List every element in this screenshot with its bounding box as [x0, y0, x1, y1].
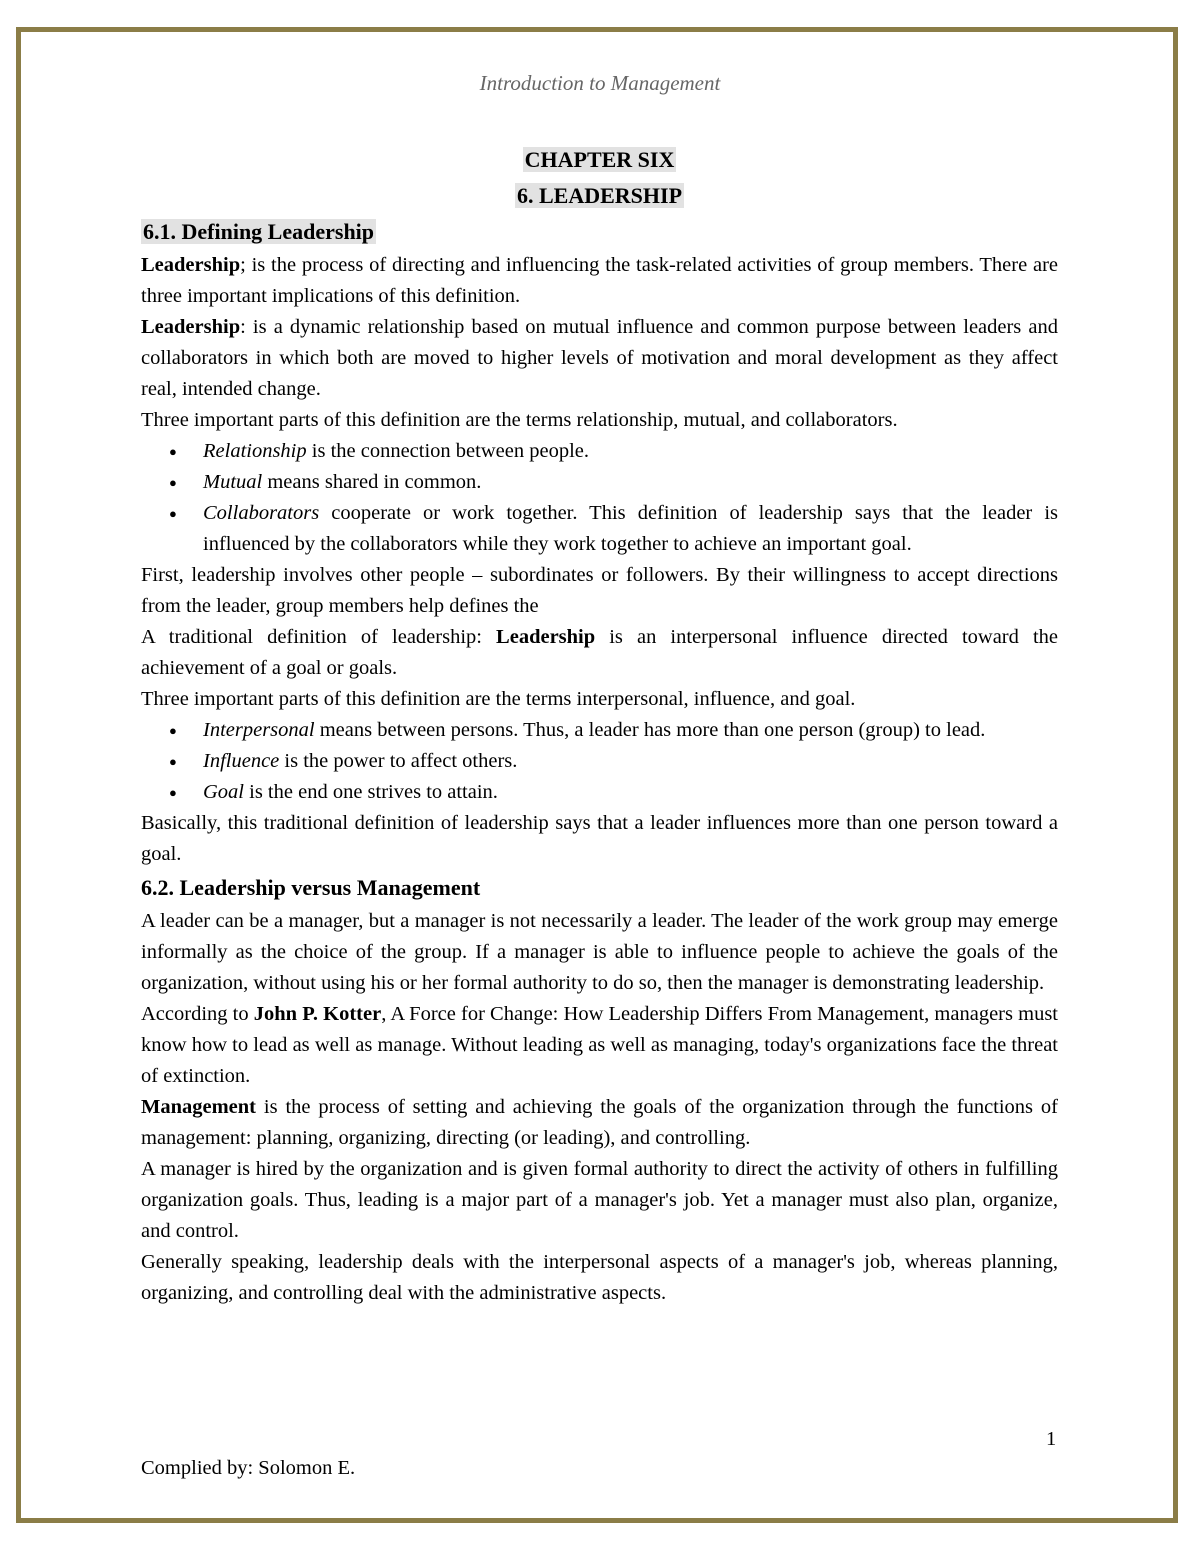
running-header: Introduction to Management — [479, 71, 721, 95]
paragraph: Three important parts of this definition are the terms interpersonal, influence, and goal. — [141, 688, 856, 710]
paragraph: Leadership: is a dynamic relationship based on mutual influence and common purpose between leaders and collaborators in which both are moved to higher levels of motivation and moral development as they affect real, intended change. — [141, 316, 1058, 400]
paragraph: Leadership; is the process of directing and influencing the task-related activities of group members. There are three important implications of this definition. — [141, 254, 1058, 307]
chapter-title: 6. LEADERSHIP — [516, 183, 683, 208]
paragraph: Basically, this traditional definition of leadership says that a leader influences more than one person toward a goal. — [141, 812, 1058, 865]
chapter-label: CHAPTER SIX — [524, 147, 675, 172]
bullet-list — [141, 715, 1058, 808]
paragraph: A manager is hired by the organization and is given formal authority to direct the activity of others in fulfilling organization goals. Thus, leading is a major part of a manager's job. Yet a manager must also plan, organize, and control. — [141, 1158, 1058, 1242]
list-item: ● Goal is the end one strives to attain. — [203, 777, 1058, 808]
bullet-list — [141, 436, 1058, 560]
list-item: ● Influence is the power to affect others. — [203, 746, 1058, 777]
list-item: ● Relationship is the connection between people. — [203, 436, 1058, 467]
page-number: 1 — [1046, 1428, 1057, 1450]
section-heading-6-1: 6.1. Defining Leadership — [143, 219, 375, 244]
paragraph: Generally speaking, leadership deals with the interpersonal aspects of a manager's job, whereas planning, organizing, and controlling deal with the administrative aspects. — [141, 1251, 1058, 1304]
document-body — [141, 142, 1058, 1309]
paragraph: According to John P. Kotter, A Force for Change: How Leadership Differs From Management, managers must know how to lead as well as manage. Without leading as well as managing, today's organizations face the threat of extinction. — [141, 1003, 1058, 1087]
list-item: ● Collaborators cooperate or work together. This definition of leadership says that the leader is influenced by the collaborators while they work together to achieve an important goal. — [203, 498, 1058, 560]
paragraph: First, leadership involves other people – subordinates or followers. By their willingness to accept directions from the leader, group members help defines the — [141, 564, 1058, 617]
section-heading-6-2: 6.2. Leadership versus Management — [141, 875, 481, 900]
footer: Complied by: Solomon E. — [141, 1457, 356, 1479]
paragraph: A leader can be a manager, but a manager is not necessarily a leader. The leader of the work group may emerge informally as the choice of the group. If a manager is able to influence people to achieve the goals of the organization, without using his or her formal authority to do so, then the manager is demonstrating leadership. — [141, 910, 1058, 994]
paragraph: Three important parts of this definition are the terms relationship, mutual, and collaborators. — [141, 409, 898, 431]
list-item: ● Mutual means shared in common. — [203, 467, 1058, 498]
paragraph: Management is the process of setting and achieving the goals of the organization through the functions of management: planning, organizing, directing (or leading), and controlling. — [141, 1096, 1058, 1149]
list-item: ● Interpersonal means between persons. Thus, a leader has more than one person (group) to lead. — [203, 715, 1058, 746]
paragraph: A traditional definition of leadership: Leadership is an interpersonal influence directed toward the achievement of a goal or goals. — [141, 626, 1058, 679]
